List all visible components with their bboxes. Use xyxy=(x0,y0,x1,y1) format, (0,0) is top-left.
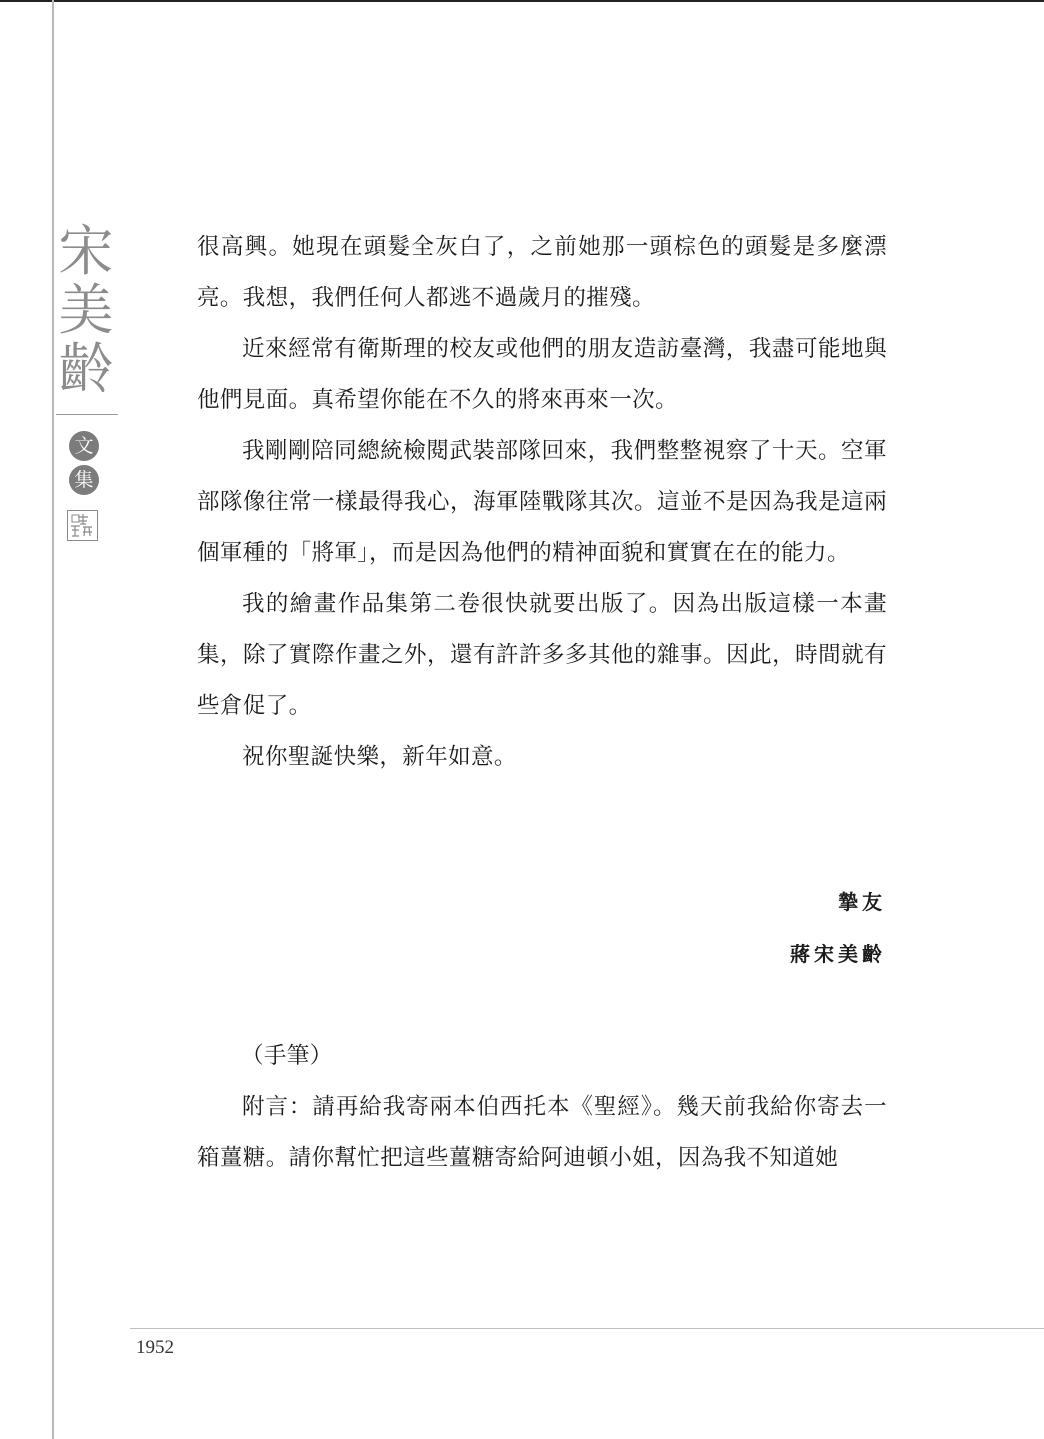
letter-body xyxy=(197,222,887,783)
title-char: 齡 xyxy=(58,337,114,401)
paragraph-continued: 很高興。她現在頭髮全灰白了，之前她那一頭棕色的頭髮是多麼漂亮。我想，我們任何人都逃不過歲月的摧殘。 xyxy=(197,234,887,311)
collection-badge-ji: 集 xyxy=(69,465,99,495)
collection-badge-wen: 文 xyxy=(69,431,99,461)
top-rule xyxy=(0,0,1044,2)
postscript xyxy=(197,1031,887,1184)
seal-stamp-icon xyxy=(67,510,98,541)
sidebar-divider xyxy=(56,414,118,415)
paragraph-closing: 祝你聖誕快樂，新年如意。 xyxy=(242,744,517,770)
signoff-signature: 蔣宋美齡 xyxy=(790,942,886,966)
title-char: 宋 xyxy=(58,219,114,283)
left-margin-rule xyxy=(52,0,54,1439)
title-char: 美 xyxy=(58,278,114,342)
signoff-salutation: 摯友 xyxy=(838,890,886,914)
paragraph: 我剛剛陪同總統檢閱武裝部隊回來，我們整整視察了十天。空軍部隊像往常一樣最得我心，海軍陸戰隊其次。這並不是因為我是這兩個軍種的「將軍」，而是因為他們的精神面貌和實實在在的能力。 xyxy=(197,438,887,566)
handwritten-note-label: （手筆） xyxy=(241,1043,333,1069)
footer-rule xyxy=(130,1328,1044,1329)
paragraph: 我的繪畫作品集第二卷很快就要出版了。因為出版這樣一本畫集，除了實際作畫之外，還有許許多多其他的雜事。因此，時間就有些倉促了。 xyxy=(197,591,887,719)
paragraph: 近來經常有衛斯理的校友或他們的朋友造訪臺灣，我盡可能地與他們見面。真希望你能在不久的將來再來一次。 xyxy=(197,336,887,413)
postscript-text: 附言：請再給我寄兩本伯西托本《聖經》。幾天前我給你寄去一箱薑糖。請你幫忙把這些薑糖寄給阿迪頓小姐，因為我不知道她 xyxy=(197,1094,887,1171)
book-title-vertical xyxy=(52,219,120,401)
page-number: 1952 xyxy=(136,1337,174,1358)
